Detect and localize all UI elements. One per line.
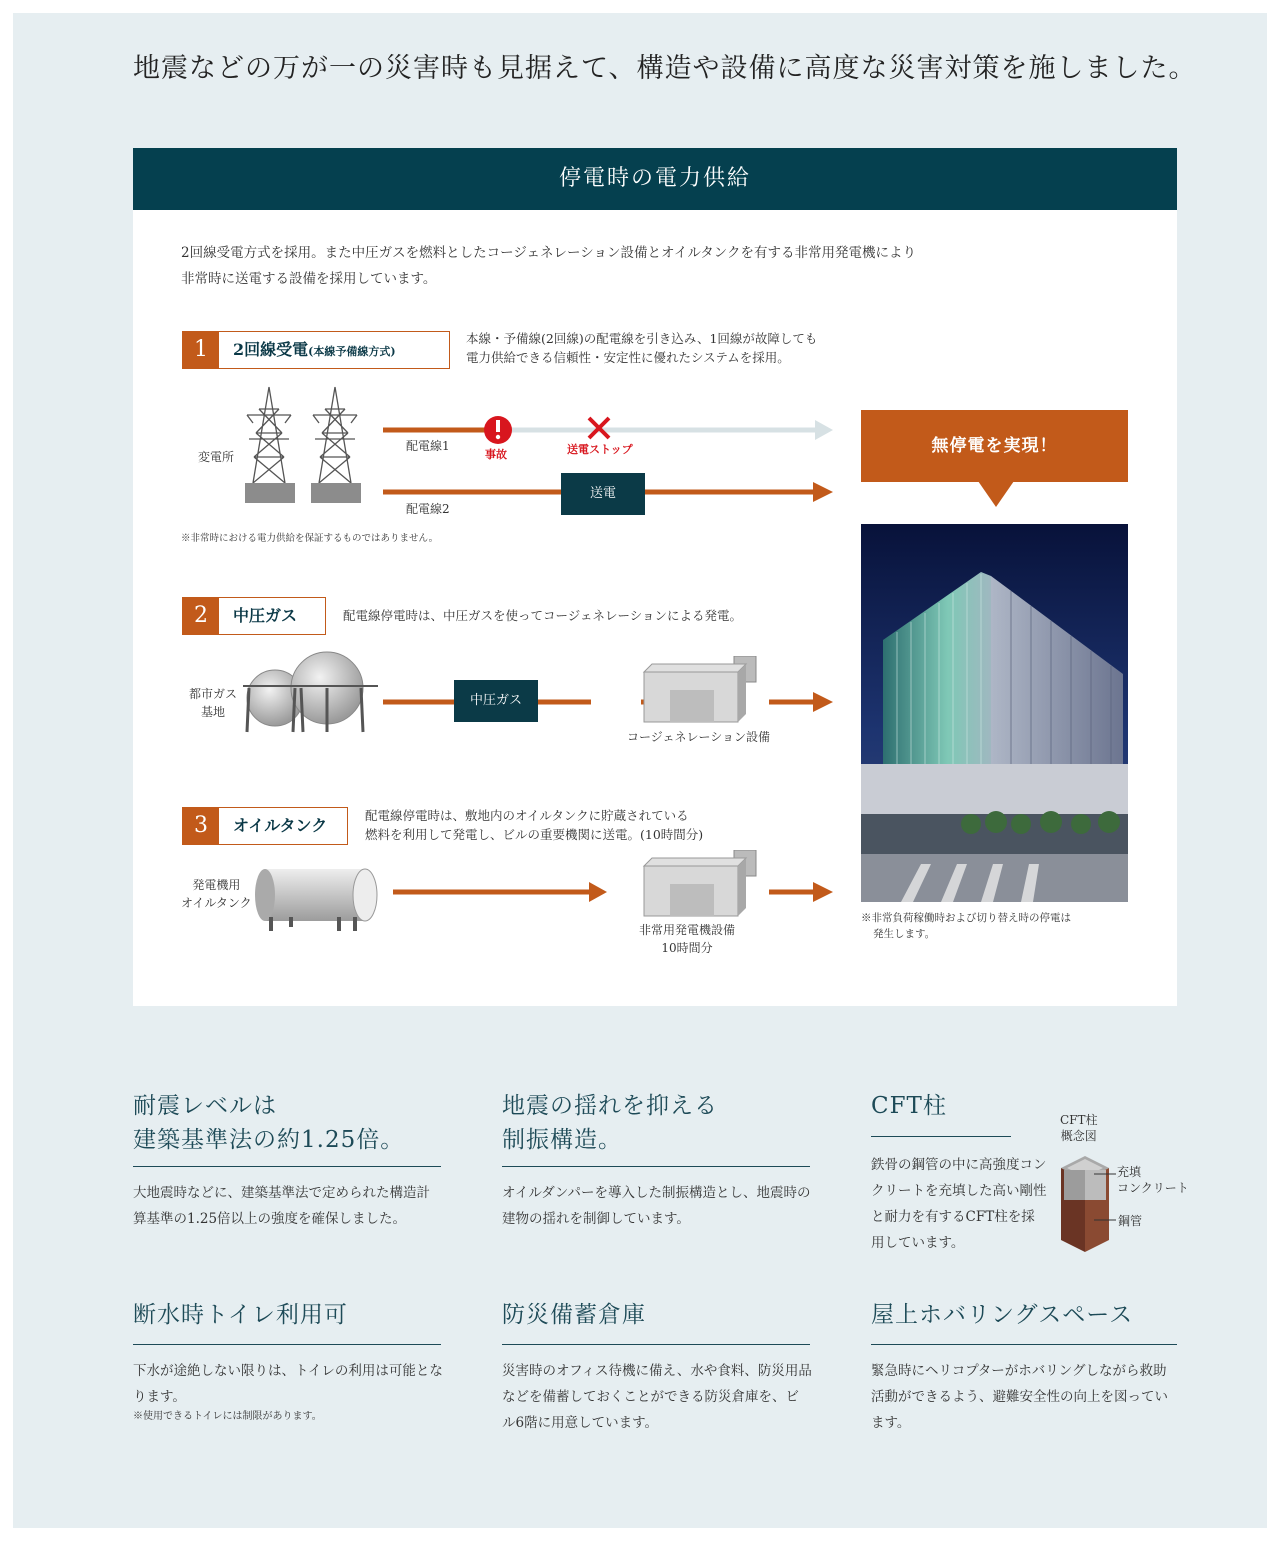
step3-desc-line-2: 燃料を利用して発電し、ビルの重要機関に送電。(10時間分) xyxy=(365,827,704,842)
feature-storage-text: 災害時のオフィス待機に備え、水や食料、防災用品などを備蓄しておくことができる防災倉庫を、ビル6階に用意しています。 xyxy=(502,1363,812,1431)
step3-label: オイルタンク xyxy=(233,816,328,835)
line1-label: 配電線1 xyxy=(406,439,450,453)
power-supply-title: 停電時の電力供給 xyxy=(133,148,1177,210)
page-headline: 地震などの万が一の災害時も見据えて、構造や設備に高度な災害対策を施しました。 xyxy=(133,53,1197,84)
pylon-icon xyxy=(245,383,370,509)
generator-icon xyxy=(638,850,758,920)
feature-hovering xyxy=(871,1298,1181,1332)
step3-desc-line-1: 配電線停電時は、敷地内のオイルタンクに貯蔵されている xyxy=(365,808,689,823)
feature-seismic-title xyxy=(133,1089,443,1157)
send-box: 送電 xyxy=(561,473,645,515)
oil-tank-icon xyxy=(253,863,383,933)
feature-cft xyxy=(871,1089,1051,1123)
feature-toilet xyxy=(133,1298,443,1332)
power-supply-card xyxy=(133,148,1177,1006)
step3-description xyxy=(365,806,703,844)
result-note-line-1: ※非常負荷稼働時および切り替え時の停電は xyxy=(861,912,1071,924)
oil-tank-label xyxy=(181,876,252,912)
building-photo xyxy=(861,524,1128,902)
generator-line-1: 非常用発電機設備 xyxy=(639,923,736,937)
cft-label-fill-line-2: コンクリート xyxy=(1117,1181,1189,1195)
cft-label-fill-line-1: 充填 xyxy=(1117,1165,1142,1179)
feature-seismic-title-line-2: 建築基準法の約1.25倍。 xyxy=(133,1127,405,1153)
feature-damping-title-line-1: 地震の揺れを抑える xyxy=(502,1093,718,1119)
step1-desc-line-1: 本線・予備線(2回線)の配電線を引き込み、1回線が故障しても xyxy=(466,331,818,346)
step1-label-main: 2回線受電 xyxy=(233,340,309,359)
cft-diagram-title-line-1: CFT柱 xyxy=(1060,1113,1098,1127)
feature-hovering-text: 緊急時にヘリコプターがホバリングしながら救助活動ができるよう、避難安全性の向上を図っています。 xyxy=(871,1363,1168,1431)
feature-toilet-note: ※使用できるトイレには制限があります。 xyxy=(133,1411,322,1422)
step3-header xyxy=(182,807,348,845)
step2-header xyxy=(182,597,326,635)
gas-base-label xyxy=(189,685,237,721)
oil-tank-line-2: オイルタンク xyxy=(181,896,252,910)
feature-seismic xyxy=(133,1089,443,1157)
line2-label: 配電線2 xyxy=(406,502,450,516)
result-note-line-2: 発生します。 xyxy=(873,928,936,940)
oil-tank-line-1: 発電機用 xyxy=(192,878,241,892)
stop-label: 送電ストップ xyxy=(567,443,633,456)
feature-damping-title xyxy=(502,1089,812,1157)
feature-cft-title: CFT柱 xyxy=(871,1093,947,1119)
feature-seismic-text: 大地震時などに、建築基準法で定められた構造計算基準の1.25倍以上の強度を確保しました。 xyxy=(133,1185,430,1227)
feature-cft-text: 鉄骨の鋼管の中に高強度コンクリートを充填した高い剛性と耐力を有するCFT柱を採用しています。 xyxy=(871,1157,1047,1251)
gas-flow-arrows xyxy=(381,688,837,718)
cft-label-fill xyxy=(1117,1164,1189,1196)
feature-storage-title: 防災備蓄倉庫 xyxy=(502,1302,646,1328)
step1-note: ※非常時における電力供給を保証するものではありません。 xyxy=(181,533,439,544)
step1-desc-line-2: 電力供給できる信頼性・安定性に優れたシステムを採用。 xyxy=(466,350,790,365)
cogeneration-icon xyxy=(638,656,758,726)
result-banner: 無停電を実現！ xyxy=(861,410,1128,482)
feature-toilet-text xyxy=(133,1358,443,1424)
result-pointer xyxy=(978,481,1014,507)
gas-box: 中圧ガス xyxy=(454,680,538,722)
result-note xyxy=(861,910,1071,942)
feature-toilet-title: 断水時トイレ利用可 xyxy=(133,1302,348,1328)
step1-description xyxy=(466,329,817,367)
step1-label xyxy=(233,332,396,368)
power-intro xyxy=(181,240,916,292)
feature-seismic-rule xyxy=(133,1166,441,1167)
generator-label xyxy=(639,921,735,957)
generator-line-2: 10時間分 xyxy=(661,941,713,955)
substation-label: 変電所 xyxy=(198,450,235,464)
feature-storage xyxy=(502,1298,812,1332)
feature-seismic-title-line-1: 耐震レベルは xyxy=(133,1093,277,1119)
feature-hovering-title: 屋上ホバリングスペース xyxy=(871,1302,1134,1328)
cft-diagram-title xyxy=(1060,1112,1098,1144)
cogeneration-label: コージェネレーション設備 xyxy=(627,730,771,744)
step2-number: 2 xyxy=(183,598,219,634)
feature-damping-rule xyxy=(502,1166,810,1167)
intro-line-1: 2回線受電方式を採用。また中圧ガスを燃料としたコージェネレーション設備とオイルタンクを有する非常用発電機により xyxy=(181,245,917,261)
step1-header xyxy=(182,331,450,369)
step3-number: 3 xyxy=(183,808,219,844)
feature-damping-title-line-2: 制振構造。 xyxy=(502,1127,622,1153)
intro-line-2: 非常時に送電する設備を採用しています。 xyxy=(181,271,437,287)
step1-label-sub: (本線予備線方式) xyxy=(308,345,396,358)
step1-number: 1 xyxy=(183,332,219,368)
gas-tank-icon xyxy=(243,648,378,736)
feature-damping-text: オイルダンパーを導入した制振構造とし、地震時の建物の揺れを制御しています。 xyxy=(502,1185,811,1227)
cft-label-pipe: 鋼管 xyxy=(1118,1214,1143,1228)
oil-flow-arrows xyxy=(391,878,837,908)
feature-damping xyxy=(502,1089,812,1157)
feature-toilet-rule xyxy=(133,1344,441,1345)
gas-base-line-2: 基地 xyxy=(201,705,226,719)
accident-label: 事故 xyxy=(485,448,507,461)
feature-toilet-text-body: 下水が途絶しない限りは、トイレの利用は可能となります。 xyxy=(133,1363,443,1405)
feature-storage-rule xyxy=(502,1344,810,1345)
cft-diagram-title-line-2: 概念図 xyxy=(1060,1129,1097,1143)
feature-hovering-rule xyxy=(871,1344,1177,1345)
feature-cft-rule xyxy=(871,1136,1011,1137)
step2-description: 配電線停電時は、中圧ガスを使ってコージェネレーションによる発電。 xyxy=(343,608,743,623)
step2-label: 中圧ガス xyxy=(233,606,298,625)
gas-base-line-1: 都市ガス xyxy=(189,687,238,701)
